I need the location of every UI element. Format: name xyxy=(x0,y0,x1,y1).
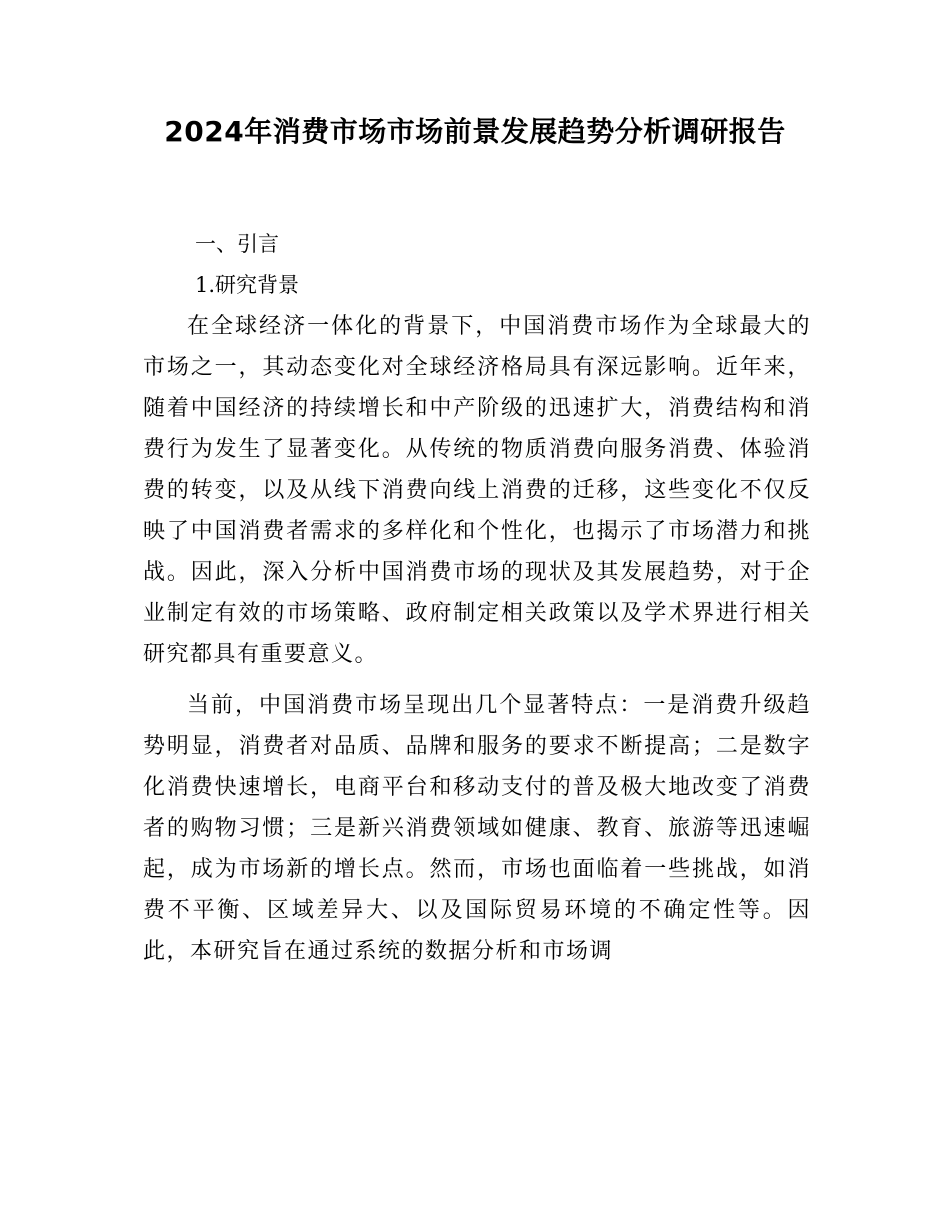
subsection-heading: 1.研究背景 xyxy=(195,273,300,297)
section-heading: 一、引言 xyxy=(195,232,279,256)
body-paragraph: 在全球经济一体化的背景下，中国消费市场作为全球最大的市场之一，其动态变化对全球经济格局具有深远影响。近年来，随着中国经济的持续增长和中产阶级的迅速扩大，消费结构和消费行为发生了显著变化。从传统的物质消费向服务消费、体验消费的转变，以及从线下消费向线上消费的迁移，这些变化不仅反映了中国消费者需求的多样化和个性化，也揭示了市场潜力和挑战。因此，深入分析中国消费市场的现状及其发展趋势，对于企业制定有效的市场策略、政府制定相关政策以及学术界进行相关研究都具有重要意义。 xyxy=(143,314,811,667)
body-paragraph: 当前，中国消费市场呈现出几个显著特点：一是消费升级趋势明显，消费者对品质、品牌和服务的要求不断提高；二是数字化消费快速增长，电商平台和移动支付的普及极大地改变了消费者的购物习惯；三是新兴消费领域如健康、教育、旅游等迅速崛起，成为市场新的增长点。然而，市场也面临着一些挑战，如消费不平衡、区域差异大、以及国际贸易环境的不确定性等。因此，本研究旨在通过系统的数据分析和市场调 xyxy=(143,693,811,964)
document-body xyxy=(143,224,811,982)
document-title: 2024年消费市场市场前景发展趋势分析调研报告 xyxy=(164,115,786,148)
